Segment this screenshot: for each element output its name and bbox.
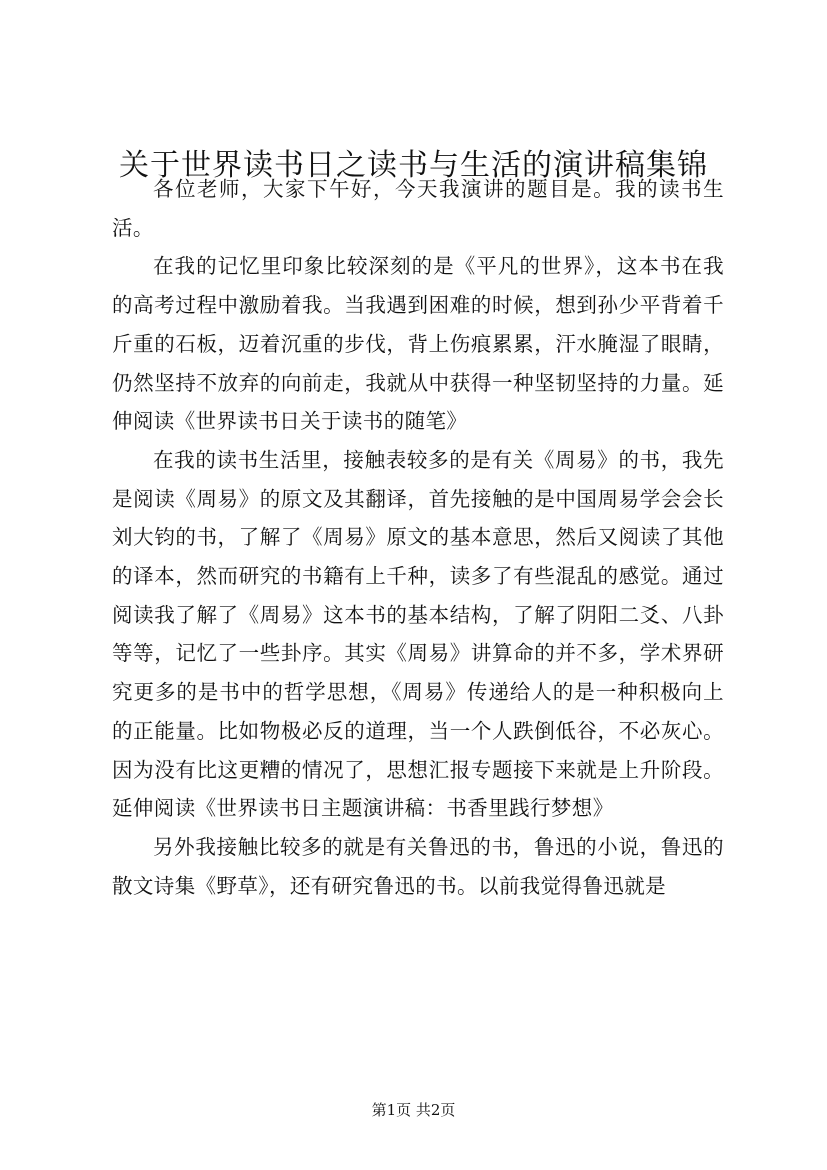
document-title: 关于世界读书日之读书与生活的演讲稿集锦 — [119, 148, 708, 183]
paragraph-2: 在我的记忆里印象比较深刻的是《平凡的世界》，这本书在我的高考过程中激励着我。当我遇到困难的时候，想到孙少平背着千斤重的石板，迈着沉重的步伐，背上伤痕累累，汗水腌湿了眼睛，仍然坚持不放弃的向前走，我就从中获得一种坚韧坚持的力量。延伸阅读《世界读书日关于读书的随笔》 — [112, 254, 724, 434]
document-body — [112, 170, 724, 905]
paragraph-1: 各位老师，大家下午好，今天我演讲的题目是。我的读书生活。 — [112, 177, 724, 240]
paragraph-3: 在我的读书生活里，接触表较多的是有关《周易》的书，我先是阅读《周易》的原文及其翻译，首先接触的是中国周易学会会长刘大钧的书，了解了《周易》原文的基本意思，然后又阅读了其他的译本，然而研究的书籍有上千种，读多了有些混乱的感觉。通过阅读我了解了《周易》这本书的基本结构，了解了阴阳二爻、八卦等等，记忆了一些卦序。其实《周易》讲算命的并不多，学术界研究更多的是书中的哲学思想，《周易》传递给人的是一种积极向上的正能量。比如物极必反的道理，当一个人跌倒低谷，不必灰心。因为没有比这更糟的情况了，思想汇报专题接下来就是上升阶段。延伸阅读《世界读书日主题演讲稿：书香里践行梦想》 — [112, 447, 724, 821]
page-footer: 第1页 共2页 — [371, 1101, 456, 1119]
paragraph-4: 另外我接触比较多的就是有关鲁迅的书，鲁迅的小说，鲁迅的散文诗集《野草》，还有研究鲁迅的书。以前我觉得鲁迅就是 — [112, 834, 724, 898]
